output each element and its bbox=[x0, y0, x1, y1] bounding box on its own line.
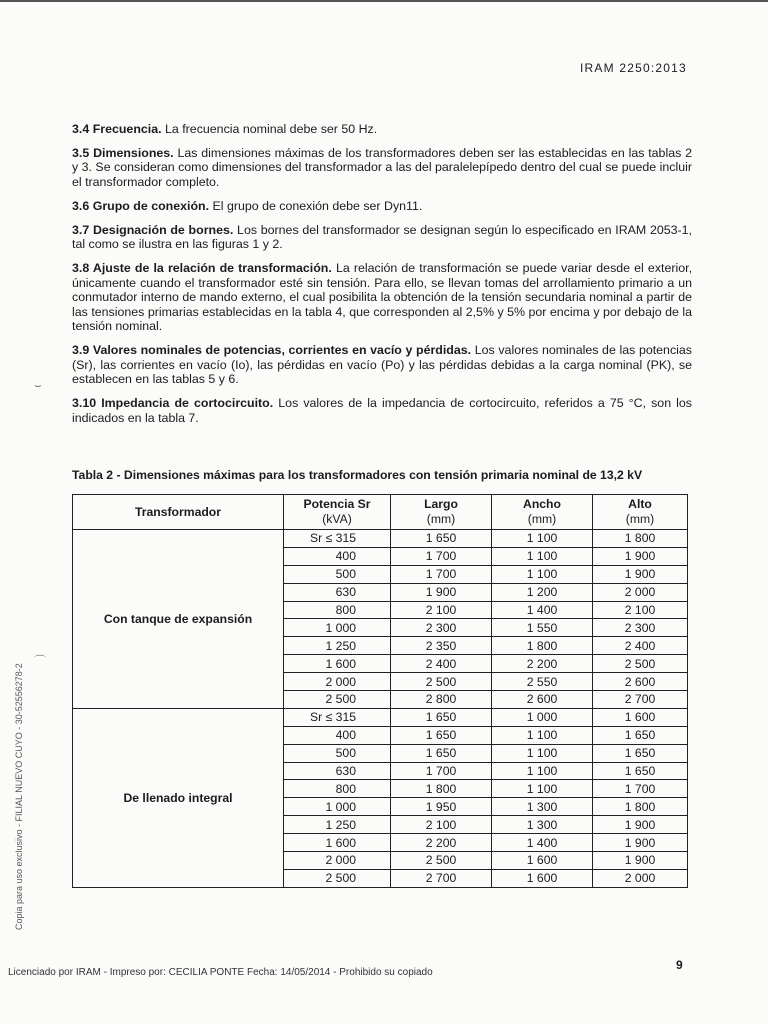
ancho-cell: 2 200 bbox=[492, 655, 593, 673]
section-number: 3.5 bbox=[72, 145, 90, 160]
ancho-cell: 1 300 bbox=[492, 798, 593, 816]
section-heading bbox=[72, 122, 162, 136]
section-title: Dimensiones. bbox=[93, 145, 174, 160]
table-row bbox=[73, 708, 688, 726]
section-text: La relación de transformación se puede variar desde el exterior, únicamente cuando el transformador esté sin tensión. Para ello, se llevan tomas del arrollamiento primario a un conmutador interno de mando externo, el cual posibilita la obtención de la tensión secundaria nominal a partir de las tensiones primarias establecidas en la tabla 4, que corresponden al 2,5% y 5% por encima y por debajo de la tensión nominal. bbox=[72, 260, 693, 334]
potencia-cell: 2 500 bbox=[284, 691, 391, 709]
ancho-cell: 1 200 bbox=[492, 583, 593, 601]
body-text bbox=[72, 122, 692, 434]
section-number: 3.4 bbox=[72, 122, 90, 136]
alto-cell: 1 650 bbox=[593, 744, 688, 762]
header-potencia: Potencia Sr (kVA) bbox=[284, 495, 391, 530]
ancho-cell: 1 000 bbox=[492, 708, 593, 726]
alto-cell: 2 600 bbox=[593, 673, 688, 691]
ancho-cell: 1 100 bbox=[492, 547, 593, 565]
header-ancho: Ancho (mm) bbox=[492, 495, 593, 530]
section-title: Ajuste de la relación de transformación. bbox=[92, 260, 332, 275]
largo-cell: 1 700 bbox=[391, 547, 492, 565]
margin-mark: ⌣ bbox=[34, 378, 42, 392]
potencia-cell: 2 000 bbox=[284, 673, 391, 691]
alto-cell: 1 700 bbox=[593, 780, 688, 798]
dimensions-table bbox=[72, 494, 688, 888]
alto-cell: 1 900 bbox=[593, 565, 688, 583]
potencia-cell: 1 250 bbox=[284, 637, 391, 655]
potencia-cell: 2 500 bbox=[284, 869, 391, 887]
largo-cell: 2 350 bbox=[391, 637, 492, 655]
alto-cell: 1 800 bbox=[593, 798, 688, 816]
ancho-cell: 1 300 bbox=[492, 816, 593, 834]
section-title: Valores nominales de potencias, corrientes en vacío y pérdidas. bbox=[92, 343, 472, 358]
section-paragraph bbox=[72, 396, 692, 425]
potencia-cell: 1 000 bbox=[284, 798, 391, 816]
largo-cell: 1 650 bbox=[391, 708, 492, 726]
largo-cell: 1 650 bbox=[391, 726, 492, 744]
section-paragraph bbox=[72, 343, 692, 387]
top-rule bbox=[0, 0, 768, 2]
potencia-cell: 630 bbox=[284, 583, 391, 601]
ancho-cell: 1 100 bbox=[492, 565, 593, 583]
transformer-type-cell: Con tanque de expansión bbox=[73, 530, 284, 709]
section-heading bbox=[72, 396, 273, 410]
alto-cell: 1 900 bbox=[593, 547, 688, 565]
ancho-cell: 1 100 bbox=[492, 726, 593, 744]
ancho-cell: 1 100 bbox=[492, 744, 593, 762]
section-title: Designación de bornes. bbox=[92, 222, 234, 237]
section-paragraph bbox=[72, 122, 692, 137]
section-title: Grupo de conexión. bbox=[92, 198, 210, 213]
potencia-cell: Sr ≤ 315 bbox=[284, 708, 391, 726]
alto-cell: 1 600 bbox=[593, 708, 688, 726]
potencia-cell: 800 bbox=[284, 780, 391, 798]
largo-cell: 1 700 bbox=[391, 762, 492, 780]
alto-cell: 1 650 bbox=[593, 726, 688, 744]
largo-cell: 2 500 bbox=[391, 852, 492, 870]
largo-cell: 2 100 bbox=[391, 601, 492, 619]
section-heading bbox=[72, 261, 332, 275]
table-header-row bbox=[73, 495, 688, 530]
header-alto: Alto (mm) bbox=[593, 495, 688, 530]
section-heading bbox=[72, 343, 471, 357]
potencia-cell: 800 bbox=[284, 601, 391, 619]
header-largo: Largo (mm) bbox=[391, 495, 492, 530]
ancho-cell: 1 600 bbox=[492, 869, 593, 887]
alto-cell: 1 900 bbox=[593, 852, 688, 870]
largo-cell: 1 700 bbox=[391, 565, 492, 583]
potencia-cell: 630 bbox=[284, 762, 391, 780]
side-watermark-note: Copia para uso exclusivo - FILIAL NUEVO CUYO - 30-52556278-2 bbox=[14, 663, 24, 930]
potencia-cell: 1 250 bbox=[284, 816, 391, 834]
footer-license: Licenciado por IRAM - Impreso por: CECILIA PONTE Fecha: 14/05/2014 - Prohibido su copiado bbox=[8, 967, 433, 978]
alto-cell: 2 000 bbox=[593, 869, 688, 887]
ancho-cell: 1 400 bbox=[492, 834, 593, 852]
section-number: 3.6 bbox=[72, 198, 90, 213]
section-title: Impedancia de cortocircuito. bbox=[101, 396, 274, 411]
section-number: 3.8 bbox=[72, 260, 90, 275]
largo-cell: 2 800 bbox=[391, 691, 492, 709]
ancho-cell: 2 600 bbox=[492, 691, 593, 709]
section-paragraph bbox=[72, 223, 692, 252]
potencia-cell: 400 bbox=[284, 547, 391, 565]
alto-cell: 1 650 bbox=[593, 762, 688, 780]
potencia-cell: 1 000 bbox=[284, 619, 391, 637]
potencia-cell: 1 600 bbox=[284, 834, 391, 852]
alto-cell: 1 900 bbox=[593, 834, 688, 852]
largo-cell: 2 400 bbox=[391, 655, 492, 673]
document-code: IRAM 2250:2013 bbox=[580, 61, 687, 75]
ancho-cell: 1 100 bbox=[492, 530, 593, 548]
potencia-cell: 1 600 bbox=[284, 655, 391, 673]
alto-cell: 2 000 bbox=[593, 583, 688, 601]
table-body bbox=[73, 530, 688, 888]
largo-cell: 1 800 bbox=[391, 780, 492, 798]
section-title: Frecuencia. bbox=[92, 122, 162, 136]
alto-cell: 1 800 bbox=[593, 530, 688, 548]
alto-cell: 2 500 bbox=[593, 655, 688, 673]
margin-mark: ⌒ bbox=[34, 654, 47, 668]
section-paragraph bbox=[72, 199, 692, 214]
section-text: Los valores de la impedancia de cortocircuito, referidos a 75 °C, son los indicados en la tabla 7. bbox=[72, 396, 692, 425]
alto-cell: 2 400 bbox=[593, 637, 688, 655]
potencia-cell: Sr ≤ 315 bbox=[284, 530, 391, 548]
ancho-cell: 2 550 bbox=[492, 673, 593, 691]
ancho-cell: 1 550 bbox=[492, 619, 593, 637]
ancho-cell: 1 800 bbox=[492, 637, 593, 655]
page-number: 9 bbox=[676, 958, 683, 972]
ancho-cell: 1 100 bbox=[492, 762, 593, 780]
largo-cell: 1 950 bbox=[391, 798, 492, 816]
table-caption: Tabla 2 - Dimensiones máximas para los transformadores con tensión primaria nominal de 13,2 kV bbox=[72, 468, 643, 482]
largo-cell: 1 650 bbox=[391, 530, 492, 548]
alto-cell: 2 100 bbox=[593, 601, 688, 619]
potencia-cell: 500 bbox=[284, 744, 391, 762]
alto-cell: 2 300 bbox=[593, 619, 688, 637]
ancho-cell: 1 100 bbox=[492, 780, 593, 798]
section-heading bbox=[72, 199, 209, 213]
section-number: 3.7 bbox=[72, 222, 90, 237]
largo-cell: 2 200 bbox=[391, 834, 492, 852]
largo-cell: 2 100 bbox=[391, 816, 492, 834]
largo-cell: 2 700 bbox=[391, 869, 492, 887]
largo-cell: 2 300 bbox=[391, 619, 492, 637]
potencia-cell: 500 bbox=[284, 565, 391, 583]
largo-cell: 1 650 bbox=[391, 744, 492, 762]
section-text: Los bornes del transformador se designan según lo especificado en IRAM 2053-1, tal como se ilustra en las figuras 1 y 2. bbox=[72, 222, 692, 252]
section-text: Las dimensiones máximas de los transformadores deben ser las establecidas en las tablas 2 y 3. Se consideran como dimensiones del transformador a las del paralelepípedo dentro del cual se puede incluir el transformador completo. bbox=[72, 145, 692, 189]
table-row bbox=[73, 530, 688, 548]
section-heading bbox=[72, 146, 174, 160]
largo-cell: 2 500 bbox=[391, 673, 492, 691]
potencia-cell: 400 bbox=[284, 726, 391, 744]
section-number: 3.9 bbox=[72, 343, 90, 358]
section-heading bbox=[72, 223, 233, 237]
alto-cell: 2 700 bbox=[593, 691, 688, 709]
section-number: 3.10 bbox=[72, 396, 97, 411]
ancho-cell: 1 600 bbox=[492, 852, 593, 870]
section-paragraph bbox=[72, 146, 692, 190]
transformer-type-cell: De llenado integral bbox=[73, 708, 284, 887]
section-text: La frecuencia nominal debe ser 50 Hz. bbox=[165, 122, 378, 136]
largo-cell: 1 900 bbox=[391, 583, 492, 601]
potencia-cell: 2 000 bbox=[284, 852, 391, 870]
ancho-cell: 1 400 bbox=[492, 601, 593, 619]
section-paragraph bbox=[72, 261, 692, 334]
section-text: Los valores nominales de las potencias (Sr), las corrientes en vacío (Io), las pérdidas en vacío (Po) y las pérdidas debidas a la carga nominal (PK), se establecen en las tablas 5 y 6. bbox=[72, 343, 692, 387]
header-transformador: Transformador bbox=[73, 495, 284, 530]
alto-cell: 1 900 bbox=[593, 816, 688, 834]
section-text: El grupo de conexión debe ser Dyn11. bbox=[212, 198, 423, 213]
